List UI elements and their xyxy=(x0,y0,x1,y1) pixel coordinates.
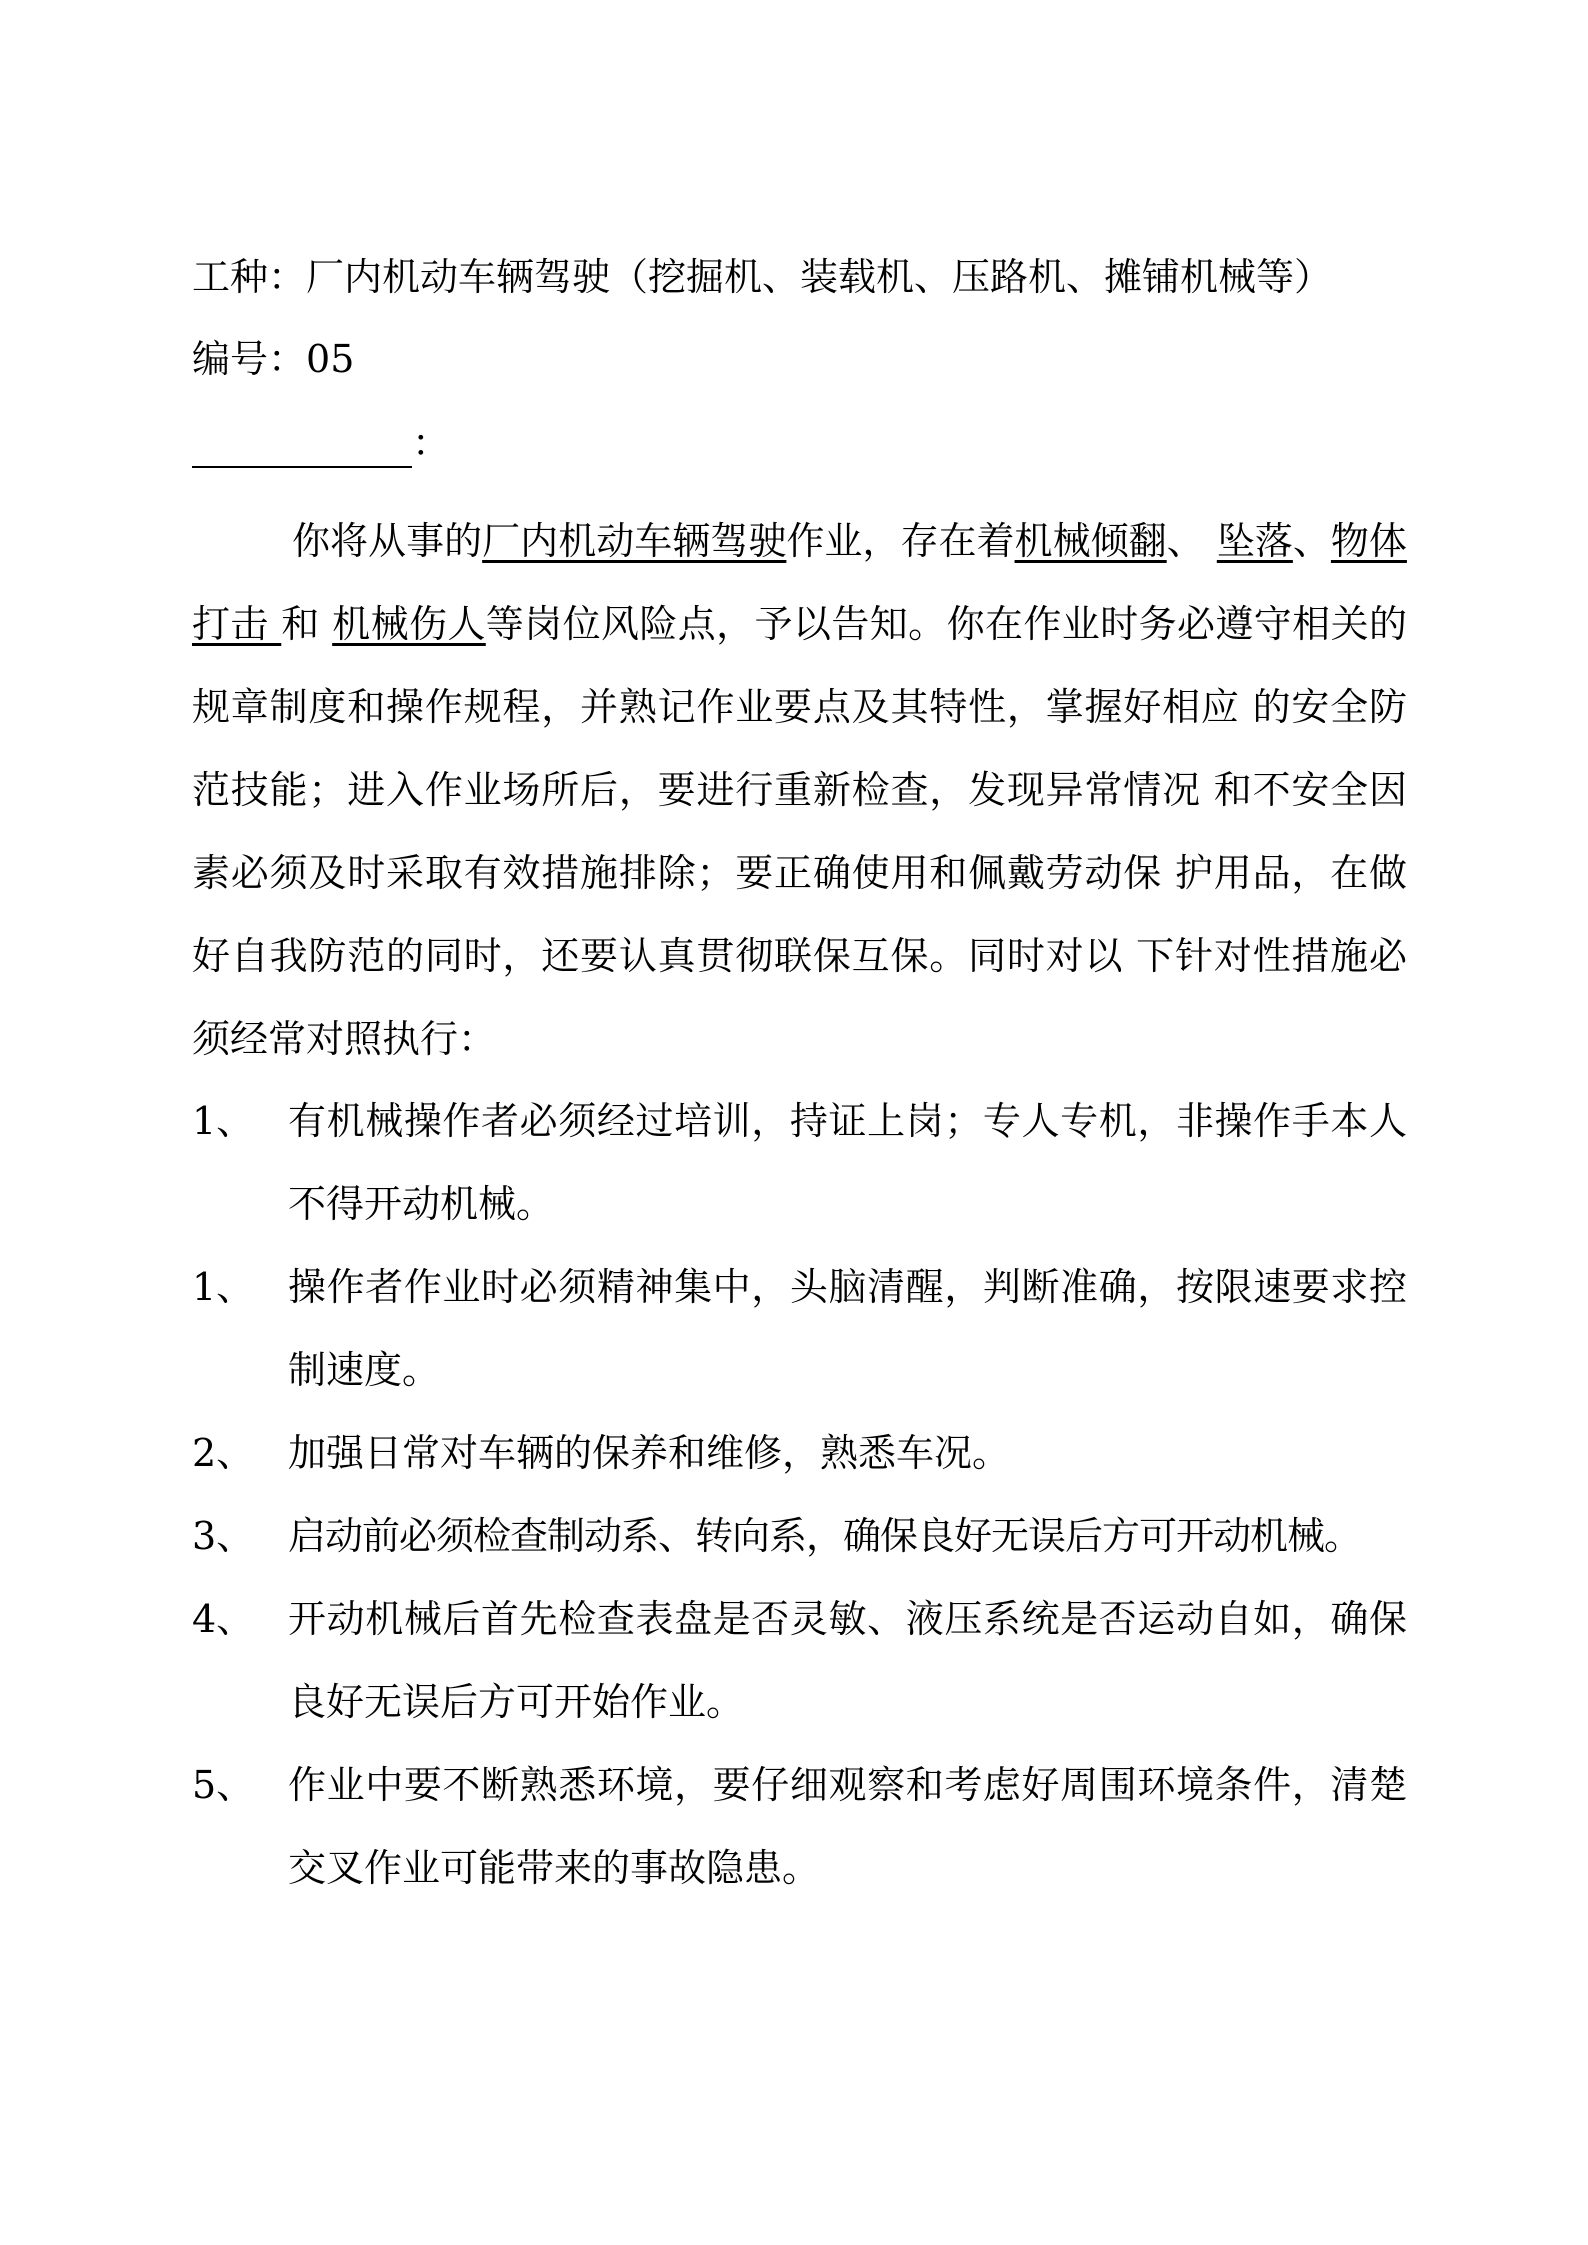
intro-text-6: 等岗位风险点，予以告知。你在作业时务必遵守相关的规章制度和操作规程，并熟记作业要点及其特性，掌握好相应 的安全防范技能；进入作业场所后，要进行重新检查，发现异常情况 和不安全因素必须及时采取有效措施排除；要正确使用和佩戴劳动保 护用品，在做好自我防范的同时，还要认真贯彻联保互保。同时对以 下针对性措施必须经常对照执行： xyxy=(192,602,1407,1061)
measure-number: 3、 xyxy=(192,1514,255,1558)
intro-paragraph xyxy=(192,500,1407,1081)
measure-text: 有机械操作者必须经过培训，持证上岗；专人专机，非操作手本人不得开动机械。 xyxy=(288,1099,1407,1226)
measure-item xyxy=(192,1744,1407,1910)
measure-text: 作业中要不断熟悉环境，要仔细观察和考虑好周围环境条件，清楚交叉作业可能带来的事故隐患。 xyxy=(288,1763,1407,1890)
measure-number: 5、 xyxy=(192,1763,255,1807)
addressee-blank xyxy=(192,426,412,468)
intro-text-4: 、 xyxy=(1292,519,1331,563)
measure-item xyxy=(192,1246,1407,1412)
measure-item xyxy=(192,1412,1407,1495)
measure-number: 1、 xyxy=(192,1099,255,1143)
measure-number: 2、 xyxy=(192,1431,255,1475)
intro-job-underlined: 厂内机动车辆驾驶 xyxy=(482,519,787,563)
code-label: 编号： xyxy=(192,337,307,381)
code-line xyxy=(192,334,354,384)
measure-item xyxy=(192,1578,1407,1744)
measure-text: 操作者作业时必须精神集中，头脑清醒，判断准确，按限速要求控制速度。 xyxy=(288,1265,1407,1392)
job-type-line xyxy=(192,252,1332,302)
measure-text: 开动机械后首先检查表盘是否灵敏、液压系统是否运动自如，确保良好无误后方可开始作业。 xyxy=(288,1597,1407,1724)
risk-point-4: 机械伤人 xyxy=(332,602,486,646)
risk-point-3: 物体打击 xyxy=(192,519,1407,646)
measure-number: 1、 xyxy=(192,1265,255,1309)
measure-number: 4、 xyxy=(192,1597,255,1641)
intro-text-1: 你将从事的 xyxy=(292,519,483,563)
addressee-line xyxy=(192,418,450,468)
addressee-colon: ： xyxy=(412,421,451,465)
measure-item xyxy=(192,1495,1407,1578)
intro-text-2: 作业，存在着 xyxy=(786,519,1015,563)
measure-text: 启动前必须检查制动系、转向系，确保良好无误后方可开动机械。 xyxy=(288,1514,1362,1558)
measure-item xyxy=(192,1080,1407,1246)
measure-text: 加强日常对车辆的保养和维修，熟悉车况。 xyxy=(288,1431,1011,1475)
code-value: 05 xyxy=(306,337,355,381)
intro-text-5: 和 xyxy=(281,602,333,646)
job-type-label: 工种： xyxy=(192,255,307,299)
intro-text-3: 、 xyxy=(1166,519,1217,563)
job-type-value: 厂内机动车辆驾驶（挖掘机、装载机、压路机、摊铺机械等） xyxy=(306,255,1333,299)
risk-point-2: 坠落 xyxy=(1216,519,1293,563)
risk-point-1: 机械倾翻 xyxy=(1014,519,1167,563)
